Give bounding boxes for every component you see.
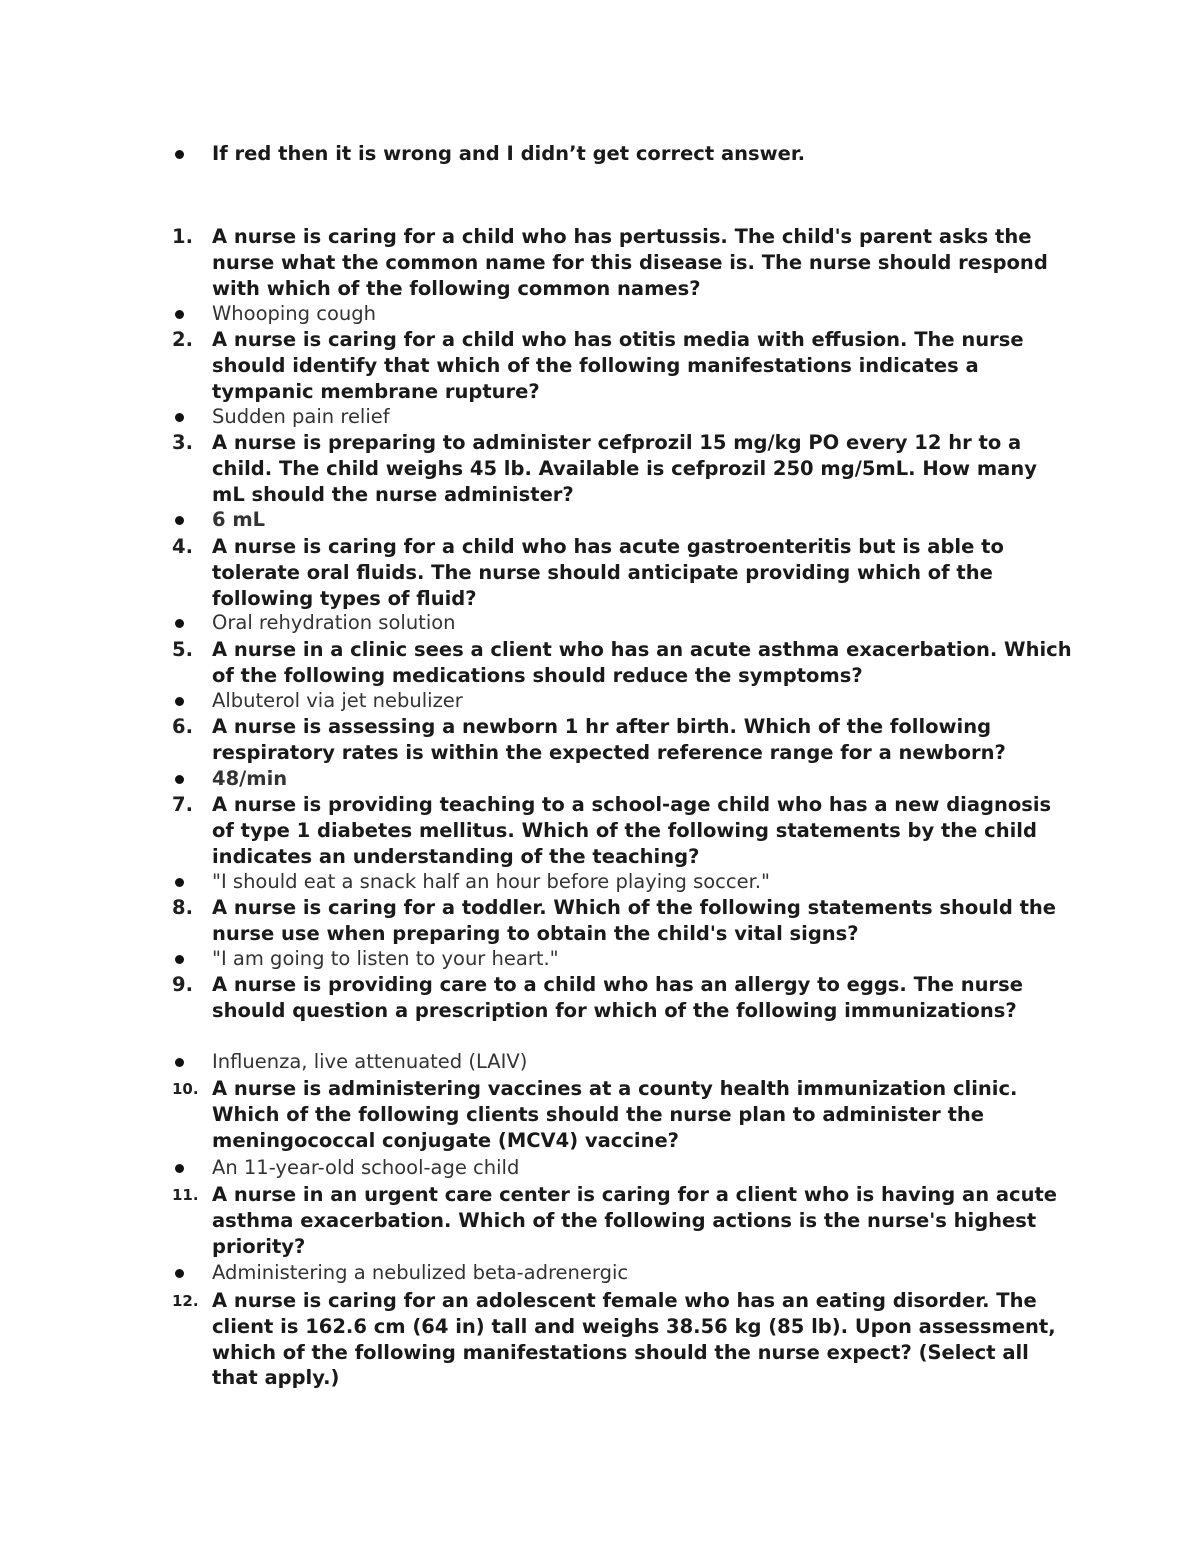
question-number: 3.	[172, 431, 193, 454]
question-text: A nurse is caring for a child who has acute gastroenteritis but is able to tolerate oral fluids. The nurse should anticipate providing which of the following types of fluid?	[212, 535, 1004, 610]
question-number: 5.	[172, 638, 193, 661]
question-text: A nurse is caring for an adolescent female who has an eating disorder. The client is 162.6 cm (64 in) tall and weighs 38.56 kg (85 lb). Upon assessment, which of the following manifestations should the nurse expect? (Select all that apply.)	[212, 1289, 1056, 1390]
question-number: 12.	[172, 1292, 199, 1310]
bullet-icon	[175, 1164, 184, 1173]
question-number: 2.	[172, 328, 193, 351]
bullet-icon	[175, 619, 184, 628]
answer-text: Influenza, live attenuated (LAIV)	[212, 1050, 528, 1073]
bullet-icon	[175, 1269, 184, 1278]
bullet-icon	[175, 775, 184, 784]
answer-text: Sudden pain relief	[212, 405, 390, 428]
question-number: 1.	[172, 225, 193, 248]
question-text: A nurse is administering vaccines at a county health immunization clinic. Which of the following clients should the nurse plan to administer the meningococcal conjugate (MCV4) vaccine?	[212, 1077, 1018, 1152]
bullet-icon	[175, 955, 184, 964]
bullet-icon	[175, 1058, 184, 1067]
question-text: A nurse is providing care to a child who has an allergy to eggs. The nurse should question a prescription for which of the following immunizations?	[212, 973, 1024, 1022]
question-text: A nurse in a clinic sees a client who has an acute asthma exacerbation. Which of the following medications should reduce the symptoms?	[212, 638, 1072, 687]
bullet-icon	[175, 150, 184, 159]
answer-text: Albuterol via jet nebulizer	[212, 689, 463, 712]
question-text: A nurse is providing teaching to a school-age child who has a new diagnosis of type 1 diabetes mellitus. Which of the following statements by the child indicates an understanding of the teaching?	[212, 793, 1052, 868]
question-text: A nurse in an urgent care center is caring for a client who is having an acute asthma exacerbation. Which of the following actions is the nurse's highest priority?	[212, 1183, 1058, 1258]
answer-text: "I should eat a snack half an hour before playing soccer."	[212, 870, 771, 893]
question-number: 11.	[172, 1186, 199, 1204]
bullet-icon	[175, 413, 184, 422]
answer-text: "I am going to listen to your heart."	[212, 947, 559, 970]
question-number: 8.	[172, 896, 193, 919]
question-text: A nurse is caring for a toddler. Which of the following statements should the nurse use when preparing to obtain the child's vital signs?	[212, 896, 1056, 945]
bullet-icon	[175, 310, 184, 319]
question-number: 10.	[172, 1080, 199, 1098]
question-number: 9.	[172, 973, 193, 996]
note-text: If red then it is wrong and I didn’t get correct answer.	[212, 142, 806, 165]
answer-text: 48/min	[212, 767, 288, 790]
question-number: 4.	[172, 535, 193, 558]
bullet-icon	[175, 878, 184, 887]
answer-text: Oral rehydration solution	[212, 611, 456, 634]
bullet-icon	[175, 697, 184, 706]
question-number: 7.	[172, 793, 193, 816]
question-text: A nurse is assessing a newborn 1 hr after birth. Which of the following respiratory rates is within the expected reference range for a newborn?	[212, 715, 1006, 764]
question-text: A nurse is caring for a child who has pertussis. The child's parent asks the nurse what the common name for this disease is. The nurse should respond with which of the following common names?	[212, 225, 1048, 300]
answer-text: Administering a nebulized beta-adrenergic	[212, 1261, 629, 1284]
answer-text: 6 mL	[212, 508, 266, 531]
bullet-icon	[175, 516, 184, 525]
answer-text: Whooping cough	[212, 302, 376, 325]
question-text: A nurse is caring for a child who has otitis media with effusion. The nurse should identify that which of the following manifestations indicates a tympanic membrane rupture?	[212, 328, 1024, 403]
answer-text: An 11-year-old school-age child	[212, 1156, 520, 1179]
question-text: A nurse is preparing to administer cefprozil 15 mg/kg PO every 12 hr to a child. The child weighs 45 lb. Available is cefprozil 250 mg/5mL. How many mL should the nurse administer?	[212, 431, 1037, 506]
question-number: 6.	[172, 715, 193, 738]
